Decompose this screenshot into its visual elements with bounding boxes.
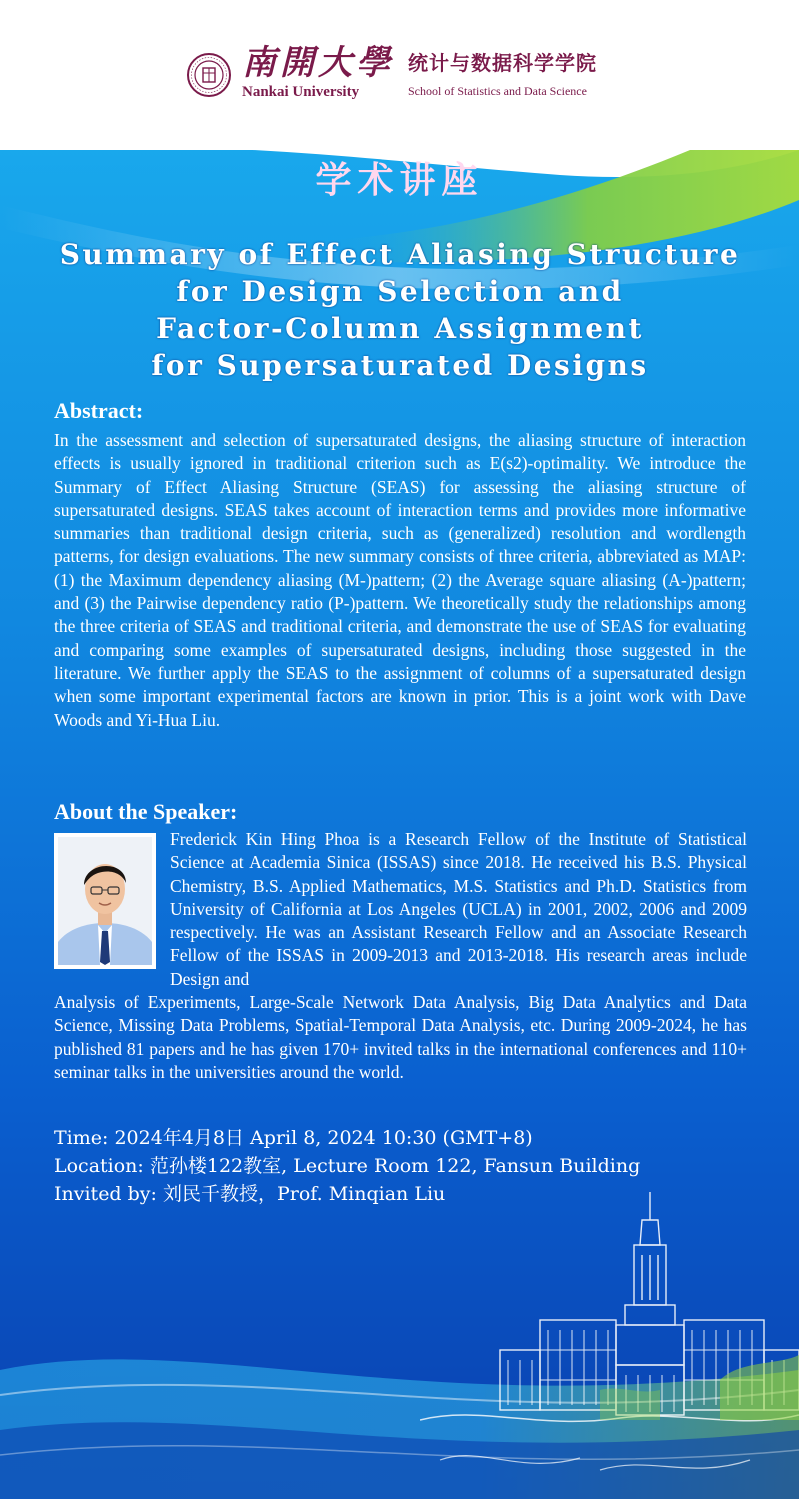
header <box>0 0 799 150</box>
lecture-title <box>40 236 760 384</box>
location-label: Location: <box>54 1155 144 1177</box>
university-seal-icon <box>186 52 232 98</box>
time-value: 2024年4月8日 April 8, 2024 10:30 (GMT+8) <box>114 1127 533 1149</box>
title-line: for Design Selection and <box>176 275 624 308</box>
invited-value: 刘民千教授，Prof. Minqian Liu <box>162 1183 446 1205</box>
info-time <box>54 1125 533 1151</box>
school-name-en: School of Statistics and Data Science <box>408 84 587 98</box>
school-name <box>408 50 597 98</box>
abstract-heading: Abstract: <box>54 398 144 423</box>
university-name-cn: 南開大學 <box>242 43 394 83</box>
building-illustration <box>420 1190 799 1499</box>
info-location <box>54 1153 640 1179</box>
title-line: for Supersaturated Designs <box>151 349 649 382</box>
speaker-bio-part1: Frederick Kin Hing Phoa is a Research Fellow of the Institute of Statistical Science at Academia Sinica (ISSAS) since 2018. He received his B.S. Physical Chemistry, B.S. Applied Mathematics, M.S. Statistics and Ph.D. Statistics from University of California at Los Angeles (UCLA) in 2001, 2002, 2006 and 2009 respectively. He was an Assistant Research Fellow and an Associate Research Fellow of the ISSAS in 2009-2013 and 2013-2018. His research areas include Design and <box>170 829 747 989</box>
speaker-portrait-icon <box>58 837 152 965</box>
school-name-cn: 统计与数据科学学院 <box>408 51 597 75</box>
abstract-text: In the assessment and selection of supersaturated designs, the aliasing structure of interaction effects is usually ignored in traditional criterion such as E(s2)-optimality. We introduce the Summary of Effect Aliasing Structure (SEAS) for assessing the aliasing structure of supersaturated designs. SEAS takes account of interaction terms and provides more informative summaries than traditional design criteria, such as (generalized) resolution and wordlength patterns, for design evaluations. The new summary consists of three criteria, abbreviated as MAP: (1) the Maximum dependency aliasing (M-)pattern; (2) the Average square aliasing (A-)pattern; and (3) the Pairwise dependency ratio (P-)pattern. We theoretically study the relationships among the three criteria of SEAS and traditional criteria, and demonstrate the use of SEAS for evaluating and comparing some examples of supersaturated designs, including those suggested in the literature. We further apply the SEAS to the assignment of columns of a supersaturated design when some important experimental factors are known in prior. This is a joint work with Dave Woods and Yi-Hua Liu. <box>54 430 746 730</box>
speaker-bio-part2: Analysis of Experiments, Large-Scale Network Data Analysis, Big Data Analytics and Data Science, Missing Data Problems, Spatial-Temporal Data Analysis, etc. During 2009-2024, he has published 81 papers and he has given 170+ invited talks in the international conferences and 110+ seminar talks in the universities around the world. <box>54 992 747 1082</box>
info-invited <box>54 1181 445 1207</box>
time-label: Time: <box>54 1127 109 1149</box>
lecture-label: 学术讲座 <box>315 160 484 201</box>
location-value: 范孙楼122教室, Lecture Room 122, Fansun Building <box>149 1155 641 1177</box>
title-line: Summary of Effect Aliasing Structure <box>59 238 741 271</box>
logo-row <box>186 44 597 104</box>
speaker-heading: About the Speaker: <box>54 799 238 824</box>
title-line: Factor-Column Assignment <box>156 312 644 345</box>
university-name <box>242 44 394 100</box>
invited-label: Invited by: <box>54 1183 157 1205</box>
university-name-en: Nankai University <box>242 84 360 100</box>
speaker-photo <box>54 833 156 969</box>
